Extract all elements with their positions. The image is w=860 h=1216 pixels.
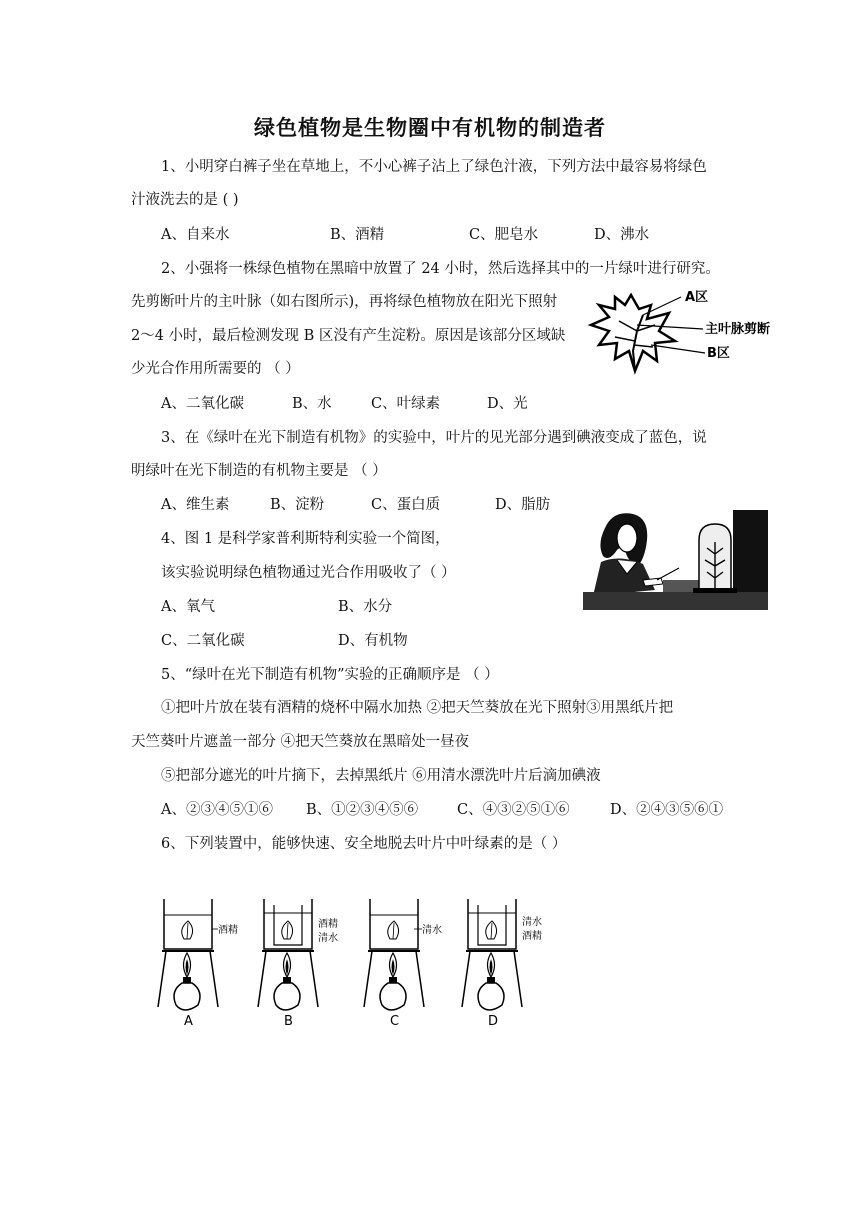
q2-line-2: 先剪断叶片的主叶脉（如右图所示)，再将绿色植物放在阳光下照射 <box>131 294 558 310</box>
q2-option-d: D、光 <box>487 396 528 412</box>
q2-option-a: A、二氧化碳 <box>161 396 244 412</box>
q4-option-b: B、水分 <box>338 599 393 615</box>
q5-line-1: 5、“绿叶在光下制造有机物”实验的正确顺序是 （ ） <box>161 667 499 683</box>
q5-option-b: B、①②③④⑤⑥ <box>306 802 419 818</box>
q3-line-2: 明绿叶在光下制造的有机物主要是 （ ） <box>131 463 387 479</box>
q5-line-2: ①把叶片放在装有酒精的烧杯中隔水加热 ②把天竺葵放在光下照射③用黑纸片把 <box>161 700 674 716</box>
apparatus-b-letter: B <box>284 1014 293 1025</box>
q4-option-c: C、二氧化碳 <box>161 633 245 649</box>
apparatus-figure <box>150 885 550 1025</box>
q3-option-b: B、淀粉 <box>270 497 325 513</box>
q3-option-c: C、蛋白质 <box>371 497 441 513</box>
q1-line-1: 1、小明穿白裤子坐在草地上，不小心裤子沾上了绿色汁液，下列方法中最容易将绿色 <box>161 159 707 175</box>
q2-line-4: 少光合作用所需要的 （ ） <box>131 361 300 377</box>
q4-line-2: 该实验说明绿色植物通过光合作用吸收了（ ） <box>161 565 456 581</box>
q1-option-c: C、肥皂水 <box>469 227 539 243</box>
scientist-hand <box>643 578 663 586</box>
apparatus-d-letter: D <box>488 1014 499 1025</box>
leaf-label-b: B区 <box>707 346 730 361</box>
scientist-face <box>617 524 637 552</box>
q1-line-2: 汁液洗去的是 ( ) <box>131 192 239 208</box>
q1-option-a: A、自来水 <box>161 227 230 243</box>
q4-line-1: 4、图 1 是科学家普利斯特利实验一个简图， <box>161 531 450 547</box>
q5-line-4: ⑤把部分遮光的叶片摘下，去掉黑纸片 ⑥用清水漂洗叶片后滴加碘液 <box>161 768 601 784</box>
q5-option-c: C、④③②⑤①⑥ <box>457 802 570 818</box>
page-title: 绿色植物是生物圈中有机物的制造者 <box>254 115 606 140</box>
desk <box>583 592 768 610</box>
q3-line-1: 3、在《绿叶在光下制造有机物》的实验中，叶片的见光部分遇到碘液变成了蓝色，说 <box>161 430 707 446</box>
apparatus-d-label-2: 酒精 <box>522 931 542 942</box>
priestley-figure <box>583 510 768 610</box>
apparatus-a-letter: A <box>184 1014 193 1025</box>
q4-option-d: D、有机物 <box>338 633 408 649</box>
q1-option-b: B、酒精 <box>330 227 385 243</box>
q5-option-a: A、②③④⑤①⑥ <box>161 802 273 818</box>
dark-background <box>733 510 768 592</box>
q2-line-3: 2～4 小时，最后检测发现 B 区没有产生淀粉。原因是该部分区域缺 <box>131 328 566 344</box>
apparatus-a-label-1: 酒精 <box>218 925 238 936</box>
apparatus-b-label-2: 清水 <box>318 933 338 944</box>
q3-option-d: D、脂肪 <box>495 497 551 513</box>
q2-line-1: 2、小强将一株绿色植物在黑暗中放置了 24 小时，然后选择其中的一片绿叶进行研究。 <box>161 261 720 277</box>
q5-line-3: 天竺葵叶片遮盖一部分 ④把天竺葵放在黑暗处一昼夜 <box>131 734 470 750</box>
q6-line-1: 6、下列装置中，能够快速、安全地脱去叶片中叶绿素的是（ ） <box>161 836 567 852</box>
leaf-figure <box>585 285 785 375</box>
q1-option-d: D、沸水 <box>594 227 650 243</box>
apparatus-d <box>462 899 542 1025</box>
q5-option-d: D、②④③⑤⑥① <box>610 802 724 818</box>
leaf-label-a: A区 <box>685 290 709 305</box>
apparatus-b <box>258 899 338 1025</box>
q2-option-b: B、水 <box>292 396 332 412</box>
q4-option-a: A、氧气 <box>161 599 215 615</box>
apparatus-d-label-1: 清水 <box>522 917 542 928</box>
q3-option-a: A、维生素 <box>161 497 230 513</box>
apparatus-b-label-1: 酒精 <box>318 919 338 930</box>
apparatus-a <box>158 899 238 1025</box>
apparatus-c-letter: C <box>390 1014 400 1025</box>
leaf-label-cut: 主叶脉剪断 <box>705 322 771 337</box>
apparatus-c <box>364 899 442 1025</box>
q2-option-c: C、叶绿素 <box>371 396 441 412</box>
apparatus-c-label-1: 清水 <box>422 925 442 936</box>
